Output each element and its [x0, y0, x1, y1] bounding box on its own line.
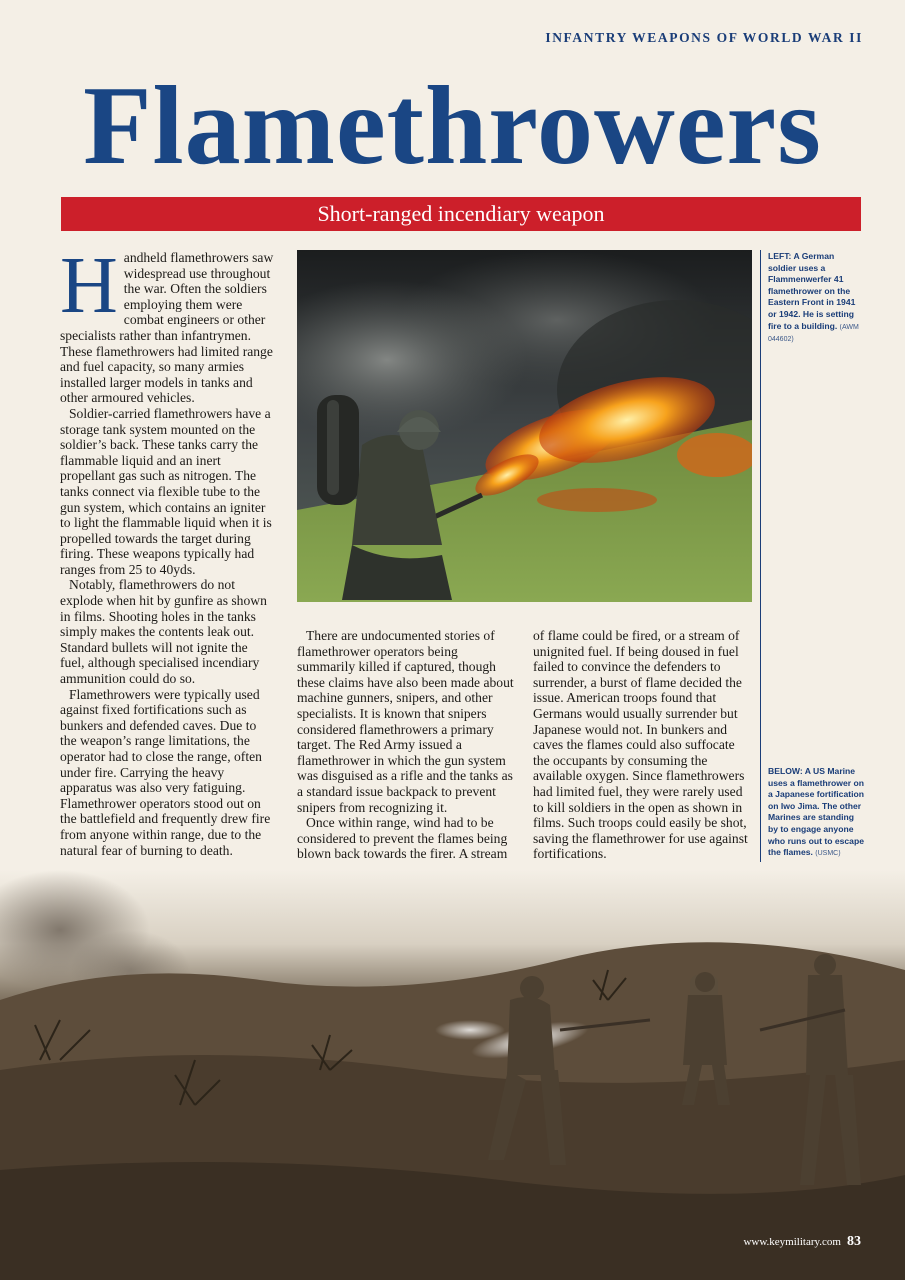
caption-text: A US Marine uses a flamethrower on a Japanese fortification on Iwo Jima. The other Marines are standing by to engage anyone who runs out to escape the flames.: [768, 766, 864, 858]
caption-below: [768, 766, 864, 860]
subtitle-text: Short-ranged incendiary weapon: [317, 201, 605, 226]
caption-left: [768, 251, 864, 346]
drop-cap: H: [60, 242, 118, 330]
page-footer: [743, 1234, 861, 1250]
page-number: 83: [847, 1234, 861, 1249]
paragraph: Notably, flamethrowers do not explode when hit by gunfire as shown in films. Shooting holes in the tanks simply makes the contents leak out. Standard bullets will not ignite the fuel, although specialised incendiary ammunition could do so.: [60, 577, 267, 687]
paragraph: [60, 242, 274, 406]
subtitle-bar: [61, 197, 861, 231]
paragraph: There are undocumented stories of flamethrower operators being summarily killed if captured, though these claims have also been made about machine gunners, snipers, and other specialists. It is known that snipers considered flamethrowers a primary target. The Red Army issued a flamethrower in which the gun system was disguised as a rifle and the tanks as a standard issue backpack to prevent snipers from recognizing it.: [297, 628, 514, 815]
paragraph: Flamethrowers were typically used against fixed fortifications such as bunkers and defended caves. Due to the weapon’s range limitations, the operator had to close the range, often under fire. Carrying the heavy apparatus was also very fatiguing. Flamethrower operators stood out on the battlefield and frequently drew fire from anyone within range, due to the natural fear of burning to death.: [60, 686, 271, 858]
paragraph: of flame could be fired, or a stream of unignited fuel. If being doused in fuel failed to convince the defenders to surrender, a burst of flame decided the issue. American troops found that Germans would usually surrender but Japanese would not. In bunkers and caves the flames could also suffocate the occupants by consuming the available oxygen. Since flamethrowers had limited fuel, they were rarely used to kill soldiers in the open as shown in films. Such troops could easily be shot, saving the flamethrower for use against fortifications.: [533, 628, 748, 862]
photo-iwo-jima-marines: [0, 870, 905, 1280]
caption-label: LEFT:: [768, 251, 792, 261]
article-column-3: [533, 628, 751, 862]
article-column-1: [60, 242, 274, 858]
paragraph: Soldier-carried flamethrowers have a storage tank system mounted on the soldier’s back. These tanks carry the flammable liquid and an inert propellant gas such as nitrogen. The tanks connect via flexible tube to the gun system, which contains an igniter to light the flammable liquid when it is propelled towards the target during firing. These weapons typically had ranges from 25 to 40yds.: [60, 405, 272, 577]
caption-credit: (USMC): [815, 850, 841, 858]
article-column-2: [297, 628, 515, 862]
footer-website[interactable]: www.keymilitary.com: [743, 1236, 841, 1248]
column-divider: [760, 250, 761, 862]
photo-german-flamethrower: [297, 250, 752, 602]
section-label: INFANTRY WEAPONS OF WORLD WAR II: [545, 30, 863, 45]
caption-text: A German soldier uses a Flammenwerfer 41 flamethrower on the Eastern Front in 1941 or 1942. He is setting fire to a building.: [768, 251, 856, 331]
caption-label: BELOW:: [768, 766, 803, 776]
page-title: Flamethrowers: [83, 64, 822, 188]
paragraph: Once within range, wind had to be considered to prevent the flames being blown back towards the firer. A stream: [297, 815, 508, 862]
paragraph-text: andheld flamethrowers saw widespread use throughout the war. Often the soldiers employing them were combat engineers or other specialists rather than infantrymen. These flamethrowers had limited range and fuel capacity, so many armies installed larger models in tanks and other armoured vehicles.: [60, 250, 274, 406]
caption-credit: (AWM 044602): [768, 323, 859, 344]
